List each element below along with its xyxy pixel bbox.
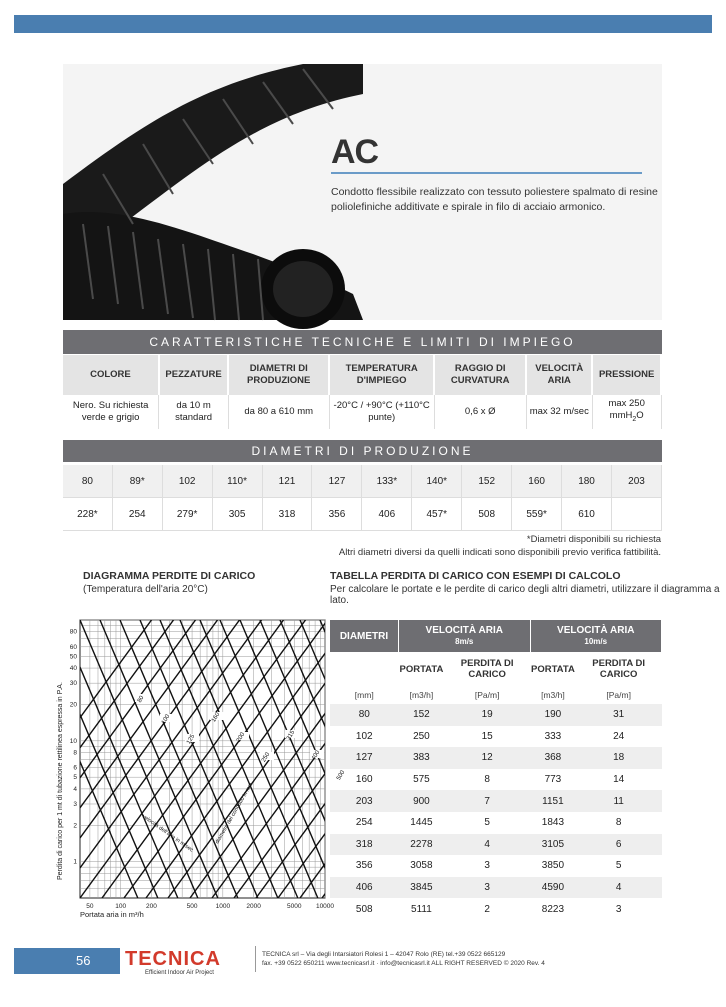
diagram-subtitle: (Temperatura dell'aria 20°C): [83, 584, 208, 595]
diameter-cell: 160: [512, 465, 562, 498]
y-tick-label: 10: [69, 737, 77, 745]
spec-header: RAGGIO DI CURVATURA: [434, 355, 526, 395]
y-tick-label: 4: [73, 785, 77, 793]
calc-cell: 190: [530, 704, 576, 726]
spec-value: da 80 a 610 mm: [228, 395, 329, 429]
calc-row: [330, 704, 662, 726]
diameter-cell: 110*: [212, 465, 262, 498]
calc-cell: 575: [413, 774, 430, 786]
spec-value: -20°C / +90°C (+110°C punte): [329, 395, 434, 429]
diameter-cell: 305: [212, 498, 262, 531]
calc-cell: 3845: [399, 877, 445, 899]
calc-sub-perdita: PERDITA DI CARICO: [592, 658, 646, 680]
calc-unit: [Pa/m]: [606, 690, 631, 700]
diameter-cell: 318: [262, 498, 312, 531]
calc-cell: 24: [613, 730, 625, 742]
velocity-annotation: velocità dell'aria in m/sec: [140, 813, 195, 854]
y-tick-label: 2: [73, 822, 77, 830]
calc-cell: 80: [330, 704, 399, 726]
calc-cell: 5111: [411, 903, 432, 915]
y-tick-label: 5: [73, 774, 77, 782]
calc-unit: [m3/h]: [541, 690, 565, 700]
calc-sub-portata: PORTATA: [399, 663, 444, 675]
calc-cell: 5: [615, 860, 622, 872]
calc-cell: 333: [544, 730, 562, 742]
diameter-mark: 315: [286, 729, 297, 742]
calc-cell: 4: [576, 877, 662, 899]
spec-value: 0,6 x Ø: [434, 395, 526, 429]
diameter-cell: [612, 498, 662, 531]
diameter-cell: 121: [262, 465, 312, 498]
calc-cell: 508: [355, 903, 373, 915]
diameter-cell: 89*: [112, 465, 162, 498]
calc-cell: 250: [413, 730, 430, 742]
calc-group-10ms: VELOCITÀ ARIA 10m/s: [530, 620, 662, 652]
diameters-table: [63, 465, 662, 531]
spec-header: COLORE: [63, 355, 159, 395]
diagram-frame: [80, 620, 325, 898]
footer-contact: [262, 950, 545, 968]
title-underline: [331, 172, 642, 174]
tecnica-logo: [125, 948, 221, 976]
calc-cell: 203: [330, 790, 399, 812]
calc-unit: [Pa/m]: [474, 690, 500, 700]
y-tick-label: 20: [69, 701, 77, 709]
specs-band-title: CARATTERISTICHE TECNICHE E LIMITI DI IMPIEGO: [63, 330, 662, 354]
spec-header: PRESSIONE: [592, 355, 661, 395]
diameter-cell: 406: [362, 498, 412, 531]
calc-row: [330, 726, 662, 748]
diameter-cell: 254: [112, 498, 162, 531]
x-tick-label: 500: [186, 903, 198, 910]
spec-header: PEZZATURE: [159, 355, 228, 395]
logo-wordmark: TECNICA: [125, 948, 221, 970]
calc-row: [330, 834, 662, 856]
calc-row: [330, 855, 662, 877]
diameter-cell: 457*: [412, 498, 462, 531]
diameter-cell: 180: [562, 465, 612, 498]
calc-cell: 7: [444, 790, 530, 812]
calc-cell: 152: [399, 704, 445, 726]
calc-cell: 8: [615, 817, 622, 829]
x-tick-label: 200: [145, 903, 157, 910]
calc-cell: 31: [576, 704, 662, 726]
note-on-request: *Diametri disponibili su richiesta: [526, 534, 661, 545]
diameter-mark: 125: [186, 733, 197, 746]
product-description: Condotto flessibile realizzato con tessuto poliestere spalmato di resine poliolefiniche additivate e spirale in filo di acciaio armonico.: [331, 186, 658, 213]
diameter-cell: 140*: [412, 465, 462, 498]
diameter-mark: 500: [336, 769, 347, 782]
diameter-cell: 127: [312, 465, 362, 498]
spec-header: VELOCITÀ ARIA: [526, 355, 592, 395]
calc-cell: 383: [399, 747, 445, 769]
product-title: AC: [331, 133, 379, 171]
pressure-loss-diagram: [50, 612, 347, 924]
calc-cell: 14: [613, 774, 625, 786]
calc-cell: 15: [481, 730, 493, 742]
logo-tagline: Efficient Indoor Air Project: [145, 970, 214, 976]
calc-sub-portata: PORTATA: [531, 663, 575, 675]
diameter-notes: [339, 533, 661, 559]
y-tick-label: 1: [73, 858, 77, 866]
calc-cell: 356: [355, 860, 373, 872]
diameter-cell: 559*: [512, 498, 562, 531]
calc-table-subtitle: Per calcolare le portate e le perdite di carico degli altri diametri, utilizzare il diagramma a lato.: [330, 584, 720, 606]
calc-cell: 900: [399, 790, 445, 812]
footer-contacts: fax. +39 0522 650211 www.tecnicasrl.it · info@tecnicasrl.it ALL RIGHT RESERVED © 2020 Rev. 4: [262, 960, 545, 967]
footer-divider: [255, 946, 256, 972]
diagram-x-label: Portata aria in m³/h: [80, 910, 144, 919]
x-tick-label: 100: [115, 903, 127, 910]
calc-cell: 3: [484, 860, 490, 872]
calc-sub-perdita: PERDITA DI CARICO: [460, 658, 514, 680]
calc-cell: 18: [576, 747, 662, 769]
calc-row: [330, 747, 662, 769]
calc-row: [330, 898, 662, 920]
spec-header: DIAMETRI DI PRODUZIONE: [228, 355, 329, 395]
y-tick-label: 8: [73, 749, 77, 757]
diameter-cell: 610: [562, 498, 612, 531]
calc-unit: [mm]: [354, 690, 374, 700]
diameter-cell: 508: [462, 498, 512, 531]
page-number: 56: [76, 953, 91, 968]
calc-cell: 3058: [410, 860, 433, 872]
calc-row: [330, 769, 662, 791]
calc-cell: 3850: [541, 860, 565, 872]
calc-col-diametri: DIAMETRI: [330, 620, 399, 652]
spec-header: TEMPERATURA D'IMPIEGO: [329, 355, 434, 395]
diameter-cell: 80: [63, 465, 112, 498]
calc-cell: 1843: [541, 817, 565, 829]
specs-table: [63, 355, 662, 429]
y-tick-label: 3: [73, 800, 77, 808]
calc-cell: 8: [484, 774, 490, 786]
diameter-cell: 152: [462, 465, 512, 498]
y-tick-label: 40: [69, 665, 77, 673]
calc-table-title: TABELLA PERDITA DI CARICO CON ESEMPI DI CALCOLO: [330, 570, 621, 582]
diameter-mark: 100: [161, 713, 172, 726]
calc-cell: 3: [615, 903, 622, 915]
diagram-y-label: Perdita di carico per 1 mt di tubazione rettilinea espressa in P.A.: [57, 682, 64, 880]
x-tick-label: 5000: [287, 903, 302, 910]
calc-cell: 4590: [530, 877, 576, 899]
footer-address: TECNICA srl – Via degli Intarsiatori Rolesi 1 – 42047 Rolo (RE) tel.+39 0522 665129: [262, 951, 506, 958]
calc-cell: 160: [355, 774, 373, 786]
diameter-cell: 356: [312, 498, 362, 531]
x-tick-label: 1000: [215, 903, 231, 910]
calc-unit: [m3/h]: [409, 690, 434, 700]
diameter-annotation: diametro del condotto in mm: [214, 781, 255, 845]
calc-cell: 19: [444, 704, 530, 726]
calc-cell: 254: [355, 817, 373, 829]
calc-cell: 11: [576, 790, 662, 812]
diameter-mark: 250: [261, 751, 272, 764]
spec-value: max 32 m/sec: [526, 395, 592, 429]
calc-cell: 2: [484, 903, 490, 915]
top-accent-bar: [14, 15, 712, 33]
calc-cell: 1151: [530, 790, 576, 812]
calc-row: [330, 790, 662, 812]
spec-value: Nero. Su richiesta verde e grigio: [63, 395, 159, 429]
y-tick-label: 60: [69, 643, 77, 651]
diameter-cell: 133*: [362, 465, 412, 498]
calc-cell: 127: [330, 747, 399, 769]
calc-row: [330, 812, 662, 834]
calc-table: [330, 620, 662, 920]
x-tick-label: 10000: [315, 903, 335, 910]
spec-value-pressure: max 250 mmH$_2$O: [592, 395, 661, 429]
calc-cell: 3: [444, 877, 530, 899]
note-other-diameters: Altri diametri diversi da quelli indicati sono disponibili previo verifica fattibilità.: [338, 547, 661, 558]
calc-cell: 3105: [530, 834, 576, 856]
calc-cell: 12: [444, 747, 530, 769]
hose-image: [63, 64, 363, 320]
hero-panel: [63, 64, 662, 320]
calc-cell: 1445: [410, 817, 433, 829]
y-tick-label: 50: [69, 653, 77, 661]
calc-cell: 5: [484, 817, 490, 829]
diameter-mark: 400: [311, 749, 322, 762]
y-tick-label: 30: [69, 680, 77, 688]
calc-cell: 773: [544, 774, 562, 786]
diameter-mark: 160: [211, 711, 222, 724]
calc-cell: 2278: [399, 834, 445, 856]
calc-cell: 368: [530, 747, 576, 769]
diameter-cell: 102: [162, 465, 212, 498]
x-tick-label: 50: [86, 903, 94, 910]
diameters-band-title: DIAMETRI DI PRODUZIONE: [63, 440, 662, 462]
calc-cell: 102: [355, 730, 373, 742]
y-tick-label: 80: [69, 628, 77, 636]
diameter-mark: 80: [136, 695, 146, 704]
diameter-cell: 228*: [63, 498, 112, 531]
calc-cell: 406: [330, 877, 399, 899]
y-tick-label: 6: [73, 764, 77, 772]
calc-cell: 8223: [541, 903, 565, 915]
diameter-cell: 203: [612, 465, 662, 498]
diameter-cell: 279*: [162, 498, 212, 531]
spec-value: da 10 m standard: [159, 395, 228, 429]
x-tick-label: 2000: [246, 903, 261, 910]
footer-page-bar: [14, 948, 120, 974]
diagram-title: DIAGRAMMA PERDITE DI CARICO: [83, 570, 256, 582]
calc-cell: 6: [576, 834, 662, 856]
calc-group-8ms: VELOCITÀ ARIA 8m/s: [399, 620, 531, 652]
calc-cell: 318: [330, 834, 399, 856]
calc-cell: 4: [444, 834, 530, 856]
diameter-mark: 200: [236, 731, 247, 744]
calc-row: [330, 877, 662, 899]
